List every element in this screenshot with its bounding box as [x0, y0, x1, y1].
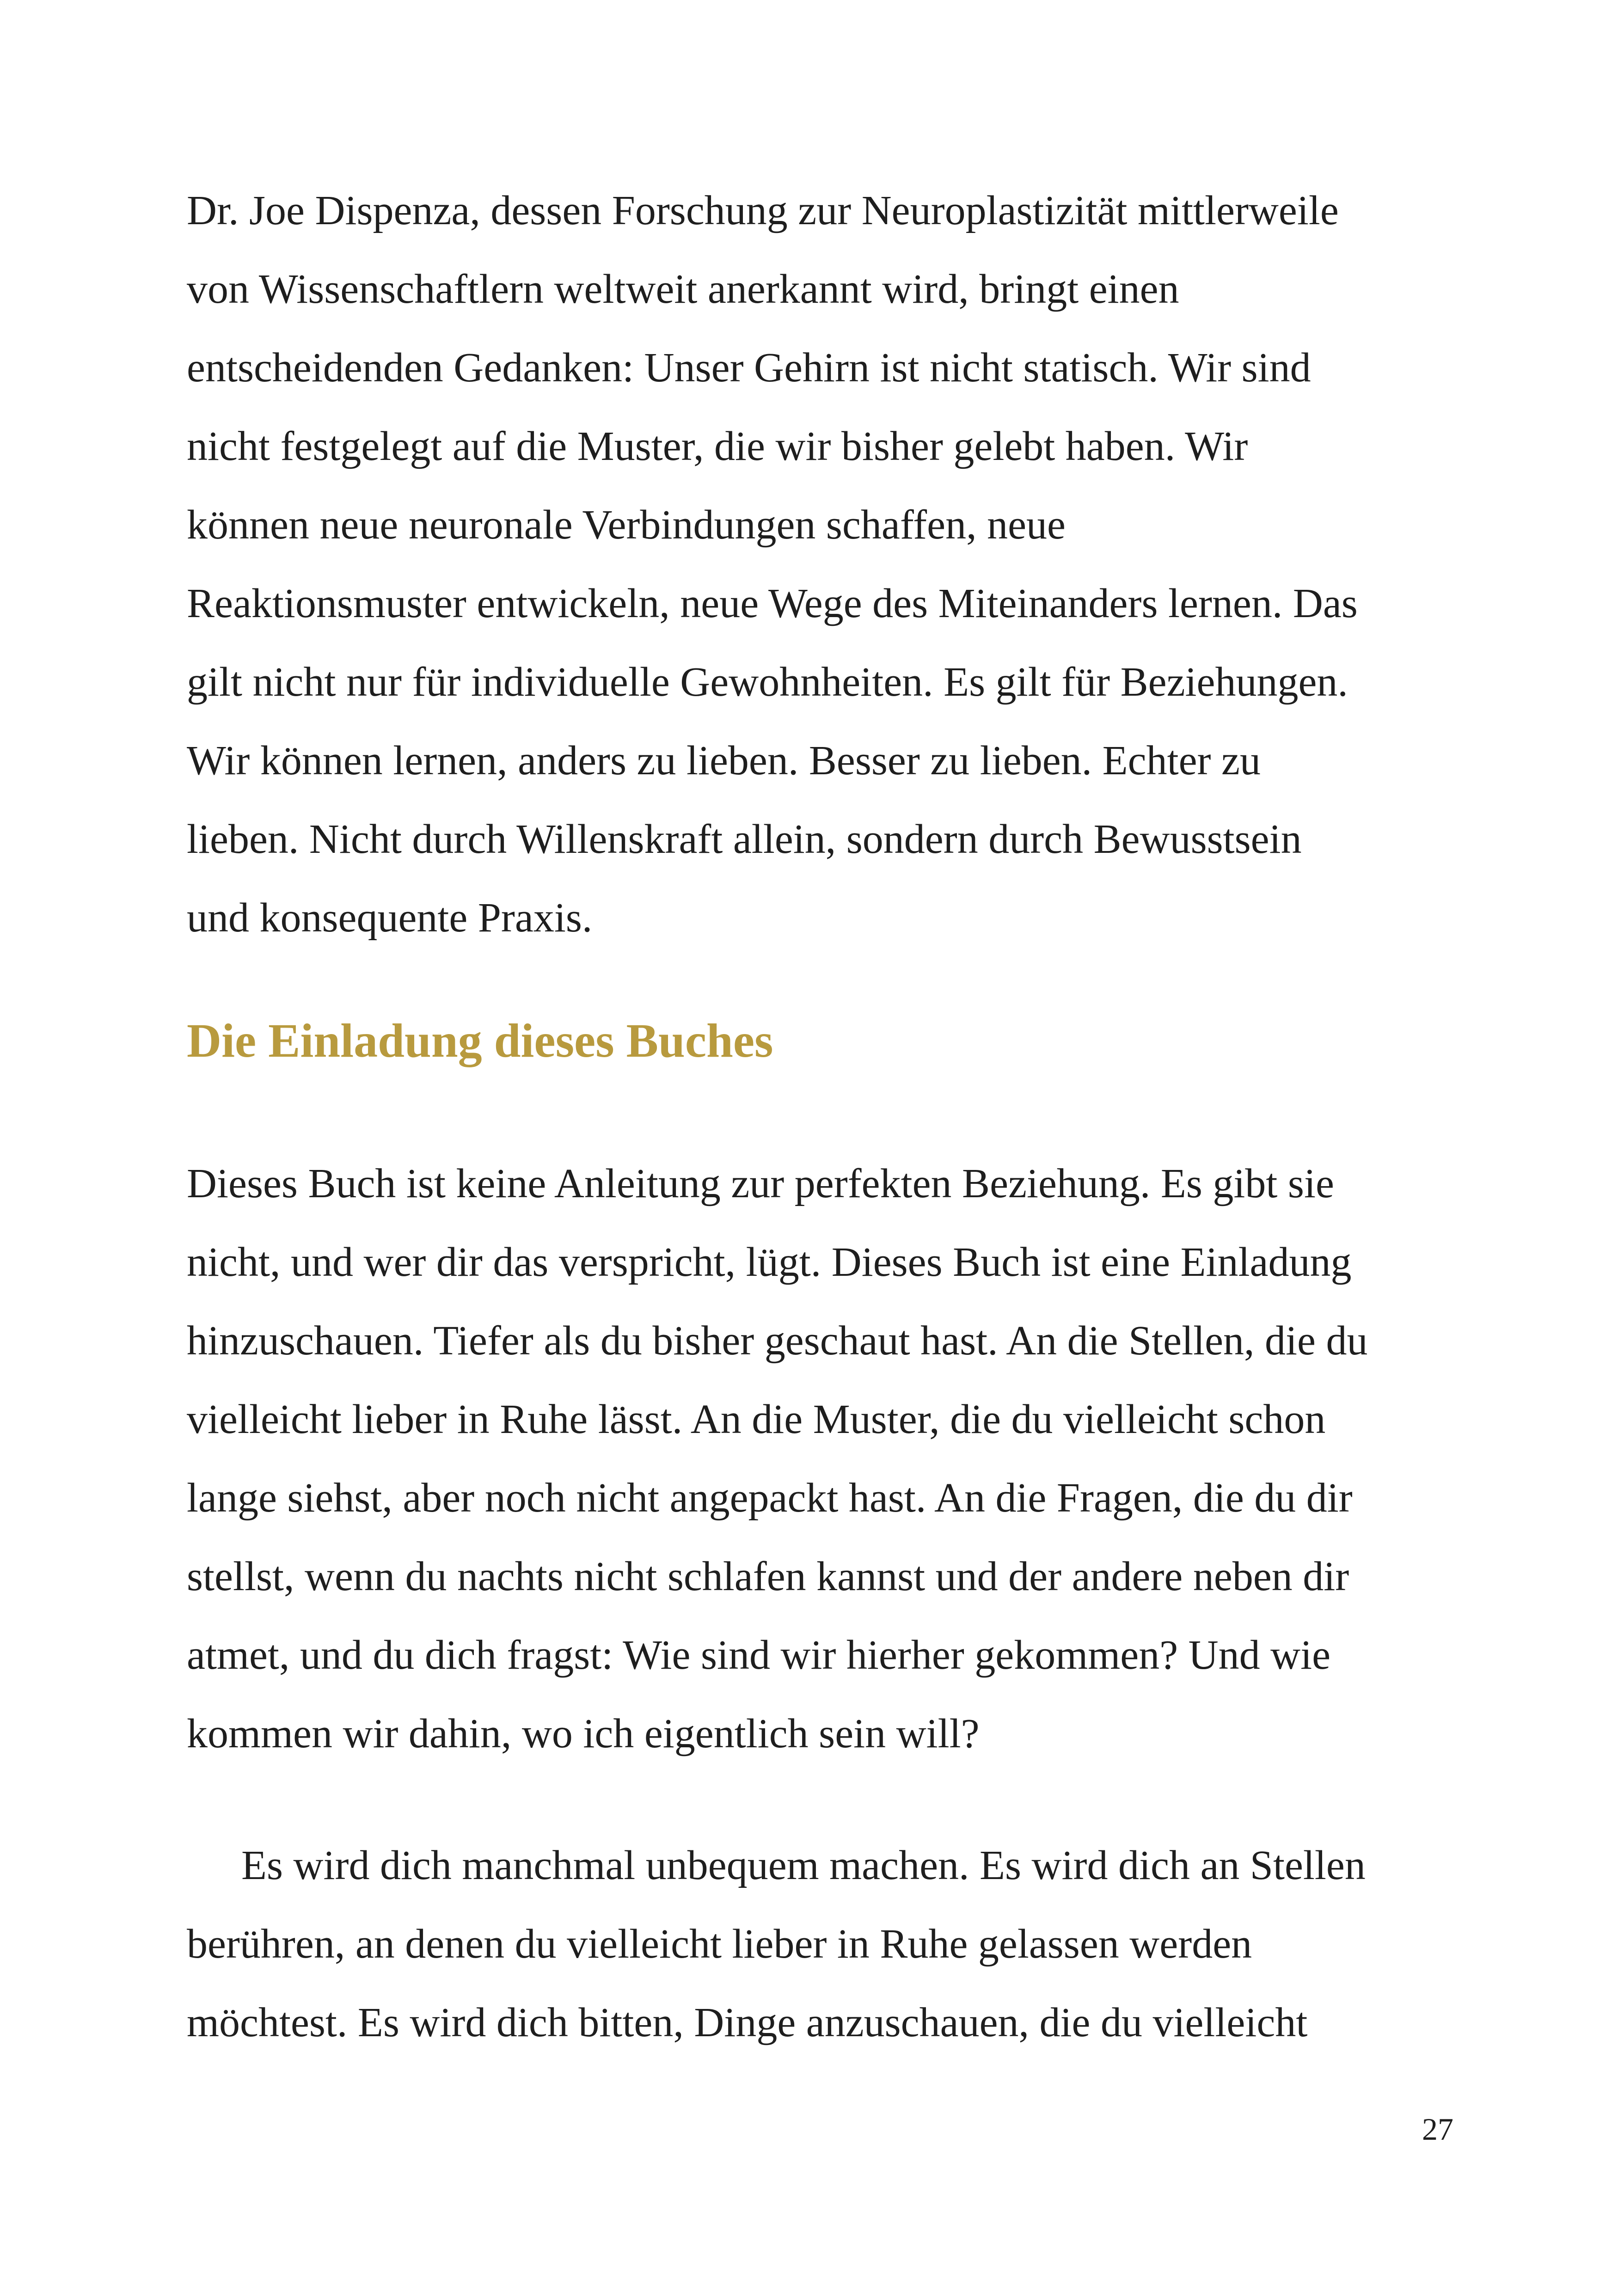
paragraph-line: und konsequente Praxis.	[187, 895, 593, 941]
paragraph-line: gilt nicht nur für individuelle Gewohnheiten. Es gilt für Beziehungen.	[187, 659, 1348, 705]
paragraph-line: nicht festgelegt auf die Muster, die wir bisher gelebt haben. Wir	[187, 423, 1248, 469]
paragraph-line: Dr. Joe Dispenza, dessen Forschung zur Neuroplastizität mittlerweile	[187, 188, 1339, 233]
paragraph-line: lange siehst, aber noch nicht angepackt hast. An die Fragen, die du dir	[187, 1475, 1353, 1521]
paragraph-line: berühren, an denen du vielleicht lieber in Ruhe gelassen werden	[187, 1921, 1252, 1967]
paragraph-line: entscheidenden Gedanken: Unser Gehirn ist nicht statisch. Wir sind	[187, 345, 1311, 391]
paragraph-line: Wir können lernen, anders zu lieben. Besser zu lieben. Echter zu	[187, 738, 1261, 784]
paragraph-line: können neue neuronale Verbindungen schaffen, neue	[187, 502, 1066, 548]
page-number: 27	[1422, 2112, 1453, 2147]
paragraph-line: nicht, und wer dir das verspricht, lügt. Dieses Buch ist eine Einladung	[187, 1239, 1352, 1285]
paragraph-line: hinzuschauen. Tiefer als du bisher geschaut hast. An die Stellen, die du	[187, 1318, 1368, 1364]
paragraph-line: kommen wir dahin, wo ich eigentlich sein will?	[187, 1711, 980, 1757]
paragraph-line: Reaktionsmuster entwickeln, neue Wege des Miteinanders lernen. Das	[187, 581, 1358, 626]
paragraph-line: von Wissenschaftlern weltweit anerkannt wird, bringt einen	[187, 266, 1179, 312]
paragraph-line: vielleicht lieber in Ruhe lässt. An die Muster, die du vielleicht schon	[187, 1396, 1326, 1442]
paragraph-line: lieben. Nicht durch Willenskraft allein, sondern durch Bewusstsein	[187, 816, 1302, 862]
paragraph-line: möchtest. Es wird dich bitten, Dinge anzuschauen, die du vielleicht	[187, 2000, 1308, 2045]
paragraph-line: Es wird dich manchmal unbequem machen. Es wird dich an Stellen	[241, 1843, 1366, 1888]
paragraph-line: Dieses Buch ist keine Anleitung zur perfekten Beziehung. Es gibt sie	[187, 1161, 1334, 1206]
section-heading: Die Einladung dieses Buches	[187, 1014, 773, 1067]
paragraph-line: atmet, und du dich fragst: Wie sind wir hierher gekommen? Und wie	[187, 1632, 1331, 1678]
paragraph-line: stellst, wenn du nachts nicht schlafen kannst und der andere neben dir	[187, 1554, 1349, 1599]
